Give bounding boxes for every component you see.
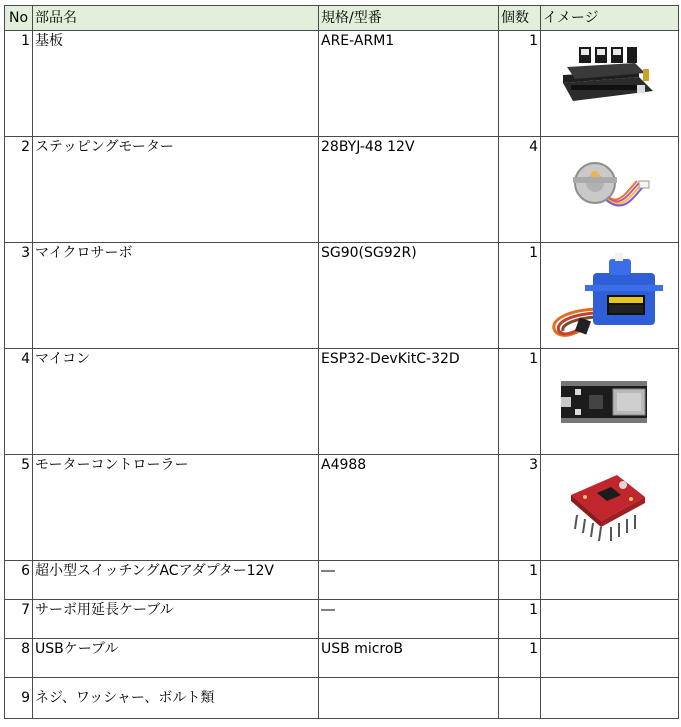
part-qty: 4 xyxy=(499,137,541,243)
part-spec: ESP32-DevKitC-32D xyxy=(319,349,499,455)
table-row xyxy=(5,600,679,639)
part-name: USBケーブル xyxy=(33,639,319,678)
part-name: モーターコントローラー xyxy=(33,455,319,561)
circuit-board-icon xyxy=(559,43,655,107)
parts-table xyxy=(4,5,679,719)
part-qty: 1 xyxy=(499,243,541,349)
table-row xyxy=(5,561,679,600)
header-row xyxy=(5,6,679,31)
part-qty: 1 xyxy=(499,639,541,678)
part-name: ステッピングモーター xyxy=(33,137,319,243)
part-spec: ARE-ARM1 xyxy=(319,31,499,137)
part-spec xyxy=(319,678,499,719)
part-name: 基板 xyxy=(33,31,319,137)
part-image-cell xyxy=(541,561,679,600)
row-no: 3 xyxy=(5,243,33,349)
row-no: 2 xyxy=(5,137,33,243)
motor-driver-icon xyxy=(565,469,649,549)
table-row xyxy=(5,678,679,719)
table-row xyxy=(5,349,679,455)
part-image-cell xyxy=(541,31,679,137)
table-row xyxy=(5,137,679,243)
part-spec: ― xyxy=(319,600,499,639)
micro-servo-icon xyxy=(545,251,671,341)
row-no: 7 xyxy=(5,600,33,639)
part-spec: USB microB xyxy=(319,639,499,678)
row-no: 5 xyxy=(5,455,33,561)
part-image-cell xyxy=(541,137,679,243)
part-qty: 1 xyxy=(499,600,541,639)
part-image-cell xyxy=(541,349,679,455)
part-name: ネジ、ワッシャー、ボルト類 xyxy=(33,678,319,719)
row-no: 4 xyxy=(5,349,33,455)
table-row xyxy=(5,639,679,678)
row-no: 8 xyxy=(5,639,33,678)
header-image: イメージ xyxy=(541,6,679,31)
header-name: 部品名 xyxy=(33,6,319,31)
part-qty: 1 xyxy=(499,561,541,600)
part-name: マイクロサーボ xyxy=(33,243,319,349)
table-row xyxy=(5,31,679,137)
part-image-cell xyxy=(541,455,679,561)
esp32-board-icon xyxy=(559,375,651,431)
part-name: サーボ用延長ケーブル xyxy=(33,600,319,639)
part-qty: 1 xyxy=(499,349,541,455)
stepper-motor-icon xyxy=(567,151,651,221)
header-qty: 個数 xyxy=(499,6,541,31)
part-spec: A4988 xyxy=(319,455,499,561)
part-image-cell xyxy=(541,678,679,719)
part-spec: ― xyxy=(319,561,499,600)
part-name: マイコン xyxy=(33,349,319,455)
row-no: 6 xyxy=(5,561,33,600)
part-qty: 1 xyxy=(499,31,541,137)
part-image-cell xyxy=(541,639,679,678)
part-image-cell xyxy=(541,243,679,349)
part-spec: SG90(SG92R) xyxy=(319,243,499,349)
part-qty: 3 xyxy=(499,455,541,561)
part-spec: 28BYJ-48 12V xyxy=(319,137,499,243)
row-no: 9 xyxy=(5,678,33,719)
part-name: 超小型スイッチングACアダプター12V xyxy=(33,561,319,600)
header-spec: 規格/型番 xyxy=(319,6,499,31)
table-row xyxy=(5,243,679,349)
header-no: No xyxy=(5,6,33,31)
part-qty xyxy=(499,678,541,719)
table-row xyxy=(5,455,679,561)
part-image-cell xyxy=(541,600,679,639)
row-no: 1 xyxy=(5,31,33,137)
